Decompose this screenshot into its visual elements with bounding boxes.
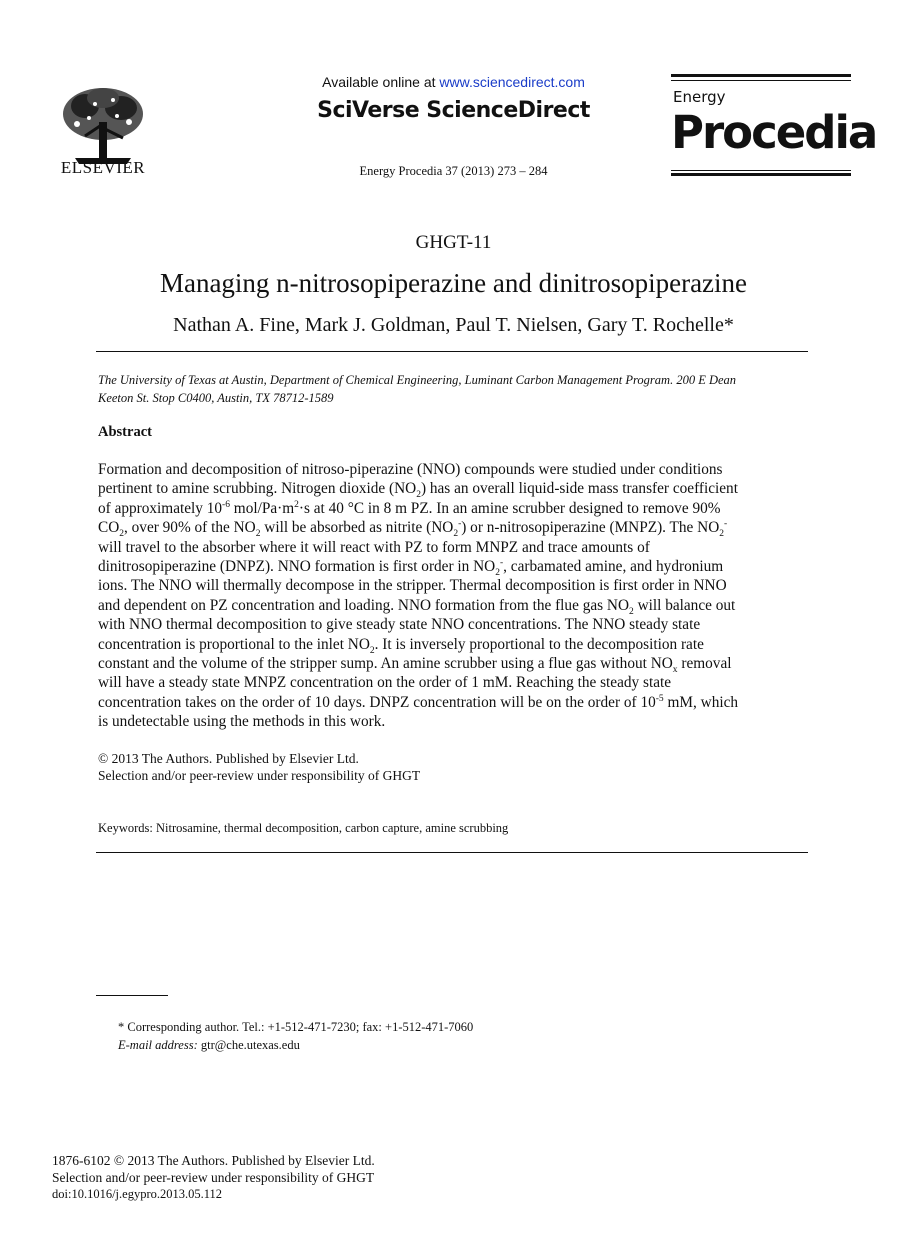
footnote: * Corresponding author. Tel.: +1-512-471-7230; fax: +1-512-471-7060 E-mail address: gtr@che.utexas.edu [118,1020,474,1052]
author-list: Nathan A. Fine, Mark J. Goldman, Paul T. Nielsen, Gary T. Rochelle* [173,314,734,336]
available-online: Available online at www.sciencedirect.com [322,74,585,90]
footer: 1876-6102 © 2013 The Authors. Published by Elsevier Ltd. Selection and/or peer-review under responsibility of GHGT doi:10.1016/j.egypro.2013.05.112 [52,1153,375,1201]
divider [96,351,808,352]
copyright-notice: © 2013 The Authors. Published by Elsevier Ltd. Selection and/or peer-review under responsibility of GHGT [98,751,421,783]
divider [96,852,808,853]
affiliation: The University of Texas at Austin, Department of Chemical Engineering, Luminant Carbon Management Program. 200 E Dean Keeton St. Stop C0400, Austin, TX 78712-1589 [98,373,737,405]
email-link[interactable]: gtr@che.utexas.edu [197,1038,300,1052]
abstract-text: Formation and decomposition of nitroso-piperazine (NNO) compounds were studied under conditions pertinent to amine scrubbing. Nitrogen dioxide $(NO_2)$ has an overall liquid-side mass transfer coefficient of approximately $10^{-6}$ mol/$Pa\cdot m^2\cdot s$ at 40 °C in 8 m PZ. In an amine scrubber designed to remove 90% $CO_2$, over 90% of the $NO_2$ will be absorbed as nitrite $(NO_2^-)$ or n-nitrosopiperazine (MNPZ). The $NO_2^-$ will travel to the absorber where it will react with PZ to form MNPZ and trace amounts of dinitrosopiperazine (DNPZ). NNO formation is first order in $NO_2^-$, carbamated amine, and hydronium ions. The NNO will thermally decompose in the stripper. Thermal decomposition is first order in NNO and dependent on PZ concentration and loading. NNO formation from the flue gas $NO_2$ will balance out with NNO thermal decomposition to give steady state NNO concentrations. The NNO steady state concentration is proportional to the inlet $NO_2$. It is inversely proportional to the decomposition rate constant and the volume of the stripper sump. An amine scrubber using a flue gas without $NO_x$ removal will have a steady state MNPZ concentration on the order of 1 mM. Reaching the steady state concentration takes on the order of 10 days. DNPZ concentration will be on the order of $10^{-5}$ mM, which is undetectable using the methods in this work. [98,461,739,731]
article-title: Managing n-nitrosopiperazine and dinitrosopiperazine [159,268,748,298]
conference-name: GHGT-11 [415,232,492,253]
keywords: Keywords: Nitrosamine, thermal decomposition, carbon capture, amine scrubbing [98,821,509,835]
doi[interactable]: doi:10.1016/j.egypro.2013.05.112 [52,1187,223,1201]
journal-logo [671,74,877,178]
sciencedirect-link[interactable]: www.sciencedirect.com [439,74,585,90]
abstract-heading: Abstract [98,424,152,440]
journal-logo-energy: Energy [673,88,726,106]
publisher-name: ELSEVIER [60,158,146,177]
journal-citation: Energy Procedia 37 (2013) 273 – 284 [359,164,548,178]
footnote-rule [96,995,168,996]
journal-logo-procedia: Procedia [671,106,877,159]
platform-name: SciVerse ScienceDirect [317,98,590,123]
